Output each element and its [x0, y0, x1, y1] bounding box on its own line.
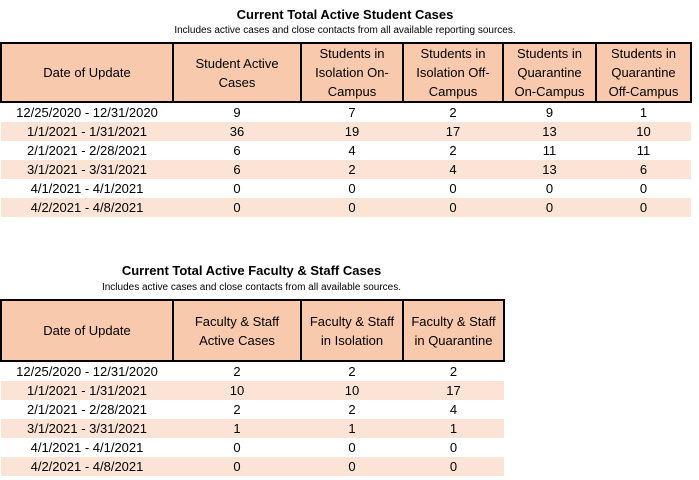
- table-row: [1, 141, 691, 160]
- table-row: [1, 381, 504, 400]
- table-cell: 3/1/2021 - 3/31/2021: [1, 419, 173, 438]
- table-cell: 17: [403, 122, 503, 141]
- col-header-staff-isolation: Faculty & Staff in Isolation: [301, 300, 403, 361]
- table-cell: 0: [233, 181, 241, 196]
- table-cell: 0: [403, 457, 504, 476]
- col-header-date-of-update: Date of Update: [1, 300, 173, 361]
- table-cell: 4: [403, 160, 503, 179]
- table-cell: 10: [173, 381, 301, 400]
- table-cell: 0: [348, 440, 356, 455]
- table-cell: 0: [173, 198, 301, 217]
- col-header-quarantine-off-campus: Students in Quarantine Off-Campus: [596, 43, 691, 102]
- table-cell: 0: [449, 181, 457, 196]
- table-cell: 10: [301, 381, 403, 400]
- student-cases-subtitle: Includes active cases and close contacts from all available reporting sources.: [174, 25, 516, 36]
- table-cell: 13: [503, 160, 596, 179]
- table-cell: 0: [449, 440, 458, 455]
- student-cases-table: [0, 42, 692, 217]
- table-cell: 19: [301, 122, 403, 141]
- table-row: [1, 102, 691, 122]
- student-cases-title: Current Total Active Student Cases: [236, 7, 454, 22]
- col-header-student-active-cases: Student Active Cases: [173, 43, 301, 102]
- table-row: [1, 361, 504, 381]
- table-cell: 11: [542, 143, 557, 158]
- student-table-header-row: [1, 43, 691, 102]
- table-cell: 1: [403, 419, 504, 438]
- table-cell: 1: [173, 419, 301, 438]
- table-cell: 4/1/2021 - 4/1/2021: [30, 181, 144, 196]
- table-cell: 2: [348, 364, 356, 379]
- table-cell: 1: [301, 419, 403, 438]
- table-cell: 12/25/2020 - 12/31/2020: [16, 105, 158, 120]
- table-cell: 7: [348, 105, 356, 120]
- staff-table-header-row: [1, 300, 504, 361]
- table-cell: 6: [173, 160, 301, 179]
- table-cell: 2: [449, 105, 457, 120]
- col-header-staff-active-cases: Faculty & Staff Active Cases: [173, 300, 301, 361]
- table-row: [1, 457, 504, 476]
- table-cell: 1/1/2021 - 1/31/2021: [1, 122, 173, 141]
- table-cell: 3/1/2021 - 3/31/2021: [1, 160, 173, 179]
- table-row: [1, 198, 691, 217]
- table-cell: 1: [639, 105, 648, 120]
- table-cell: 1/1/2021 - 1/31/2021: [1, 381, 173, 400]
- table-cell: 36: [173, 122, 301, 141]
- table-cell: 0: [301, 457, 403, 476]
- staff-cases-title: Current Total Active Faculty & Staff Cases: [121, 263, 382, 278]
- table-cell: 4: [348, 143, 356, 158]
- staff-cases-table: [0, 299, 505, 476]
- table-cell: 12/25/2020 - 12/31/2020: [16, 364, 158, 379]
- table-cell: 0: [403, 198, 503, 217]
- col-header-staff-quarantine: Faculty & Staff in Quarantine: [403, 300, 504, 361]
- table-row: [1, 400, 504, 419]
- col-header-isolation-off-campus: Students in Isolation Off-Campus: [403, 43, 503, 102]
- table-cell: 6: [596, 160, 691, 179]
- col-header-quarantine-on-campus: Students in Quarantine On-Campus: [503, 43, 596, 102]
- staff-cases-subtitle: Includes active cases and close contacts from all available sources.: [101, 282, 402, 293]
- table-cell: 0: [545, 181, 554, 196]
- table-cell: 6: [233, 143, 241, 158]
- table-cell: 17: [403, 381, 504, 400]
- table-cell: 0: [348, 181, 356, 196]
- table-row: [1, 122, 691, 141]
- table-cell: 0: [596, 198, 691, 217]
- table-cell: 2: [233, 402, 241, 417]
- table-cell: 4/2/2021 - 4/8/2021: [1, 198, 173, 217]
- table-cell: 4/1/2021 - 4/1/2021: [30, 440, 144, 455]
- table-cell: 9: [545, 105, 554, 120]
- table-cell: 2/1/2021 - 2/28/2021: [27, 143, 147, 158]
- table-cell: 0: [233, 440, 241, 455]
- table-row: [1, 438, 504, 457]
- table-cell: 4/2/2021 - 4/8/2021: [1, 457, 173, 476]
- table-cell: 2: [449, 364, 458, 379]
- table-cell: 11: [636, 143, 651, 158]
- table-cell: 2: [449, 143, 457, 158]
- table-cell: 2: [233, 364, 241, 379]
- table-row: [1, 160, 691, 179]
- col-header-date-of-update: Date of Update: [1, 43, 173, 102]
- table-cell: 0: [639, 181, 648, 196]
- table-cell: 0: [173, 457, 301, 476]
- table-cell: 2: [348, 402, 356, 417]
- table-cell: 10: [596, 122, 691, 141]
- table-cell: 2: [301, 160, 403, 179]
- table-cell: 4: [449, 402, 458, 417]
- table-cell: 0: [301, 198, 403, 217]
- col-header-isolation-on-campus: Students in Isolation On-Campus: [301, 43, 403, 102]
- table-cell: 2/1/2021 - 2/28/2021: [27, 402, 147, 417]
- table-row: [1, 419, 504, 438]
- table-row: [1, 179, 691, 198]
- table-cell: 13: [503, 122, 596, 141]
- table-cell: 0: [503, 198, 596, 217]
- table-cell: 9: [233, 105, 241, 120]
